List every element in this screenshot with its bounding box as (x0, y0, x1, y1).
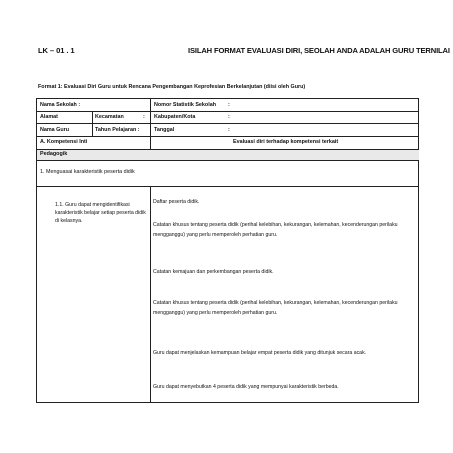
evaluation-item-3: Catatan kemajuan dan perkembangan peserta didik. (153, 269, 274, 275)
column-divider (150, 99, 151, 149)
evaluation-item-1: Daftar peserta didik. (153, 199, 200, 205)
nomor-statistik-label: Nomor Statistik Sekolah (154, 102, 217, 108)
sub-competency-1-1: 1.1. Guru dapat mengidentifikasi karakteristik belajar setiap peserta didik di kelasnya. (55, 202, 146, 224)
row-divider (37, 136, 419, 137)
section-row-background (37, 149, 419, 160)
column-header-evaluasi: Evaluasi diri terhadap kompetensi terkait (233, 139, 339, 145)
document-code: LK – 01 . 1 (38, 46, 75, 55)
tahun-pelajaran-label: Tahun Pelajaran : (95, 127, 140, 133)
evaluation-item-4: Catatan khusus tentang peserta didik (perihal kelebihan, kekurangan, kelemahan, kecenderungan perilaku mengganggu) yang perlu memperoleh perhatian guru. (153, 300, 398, 316)
row-divider (37, 111, 419, 112)
evaluation-form-table (36, 98, 419, 403)
tanggal-label: Tanggal (154, 127, 175, 133)
evaluation-item-5: Guru dapat menjelaskan kemampuan belajar empat peserta didik yang ditunjuk secara acak. (153, 350, 367, 356)
row-divider (37, 160, 419, 161)
nama-sekolah-label: Nama Sekolah : (40, 102, 81, 108)
column-divider (92, 111, 93, 123)
column-header-kompetensi: A. Kompetensi Inti (40, 139, 88, 145)
evaluation-item-6: Guru dapat menyebutkan 4 peserta didik yang mempunyai karakteristik berbeda. (153, 384, 339, 390)
row-divider (37, 186, 419, 187)
row-divider (37, 123, 419, 124)
nama-guru-label: Nama Guru (40, 127, 70, 133)
column-divider (92, 123, 93, 136)
row-divider (37, 149, 419, 150)
kecamatan-colon: : (143, 114, 145, 120)
nomor-statistik-colon: : (228, 102, 230, 108)
section-pedagogik: Pedagogik (40, 151, 68, 157)
kabupaten-label: Kabupaten/Kota (154, 114, 196, 120)
kabupaten-colon: : (228, 114, 230, 120)
tanggal-colon: : (228, 127, 230, 133)
kecamatan-label: Kecamatan (95, 114, 124, 120)
competency-1: 1. Menguasai karakteristik peserta didik (40, 169, 135, 175)
alamat-label: Alamat (40, 114, 58, 120)
format-line: Format 1: Evaluasi Diri Guru untuk Rencana Pengembangan Keprofesian Berkelanjutan (diisi oleh Guru) (38, 84, 306, 90)
evaluation-item-2: Catatan khusus tentang peserta didik (perihal kelebihan, kekurangan, kelemahan, kecenderungan perilaku mengganggu) yang perlu memperoleh perhatian guru. (153, 222, 398, 238)
document-title: ISILAH FORMAT EVALUASI DIRI, SEOLAH ANDA ADALAH GURU TERNILAI (188, 46, 450, 55)
